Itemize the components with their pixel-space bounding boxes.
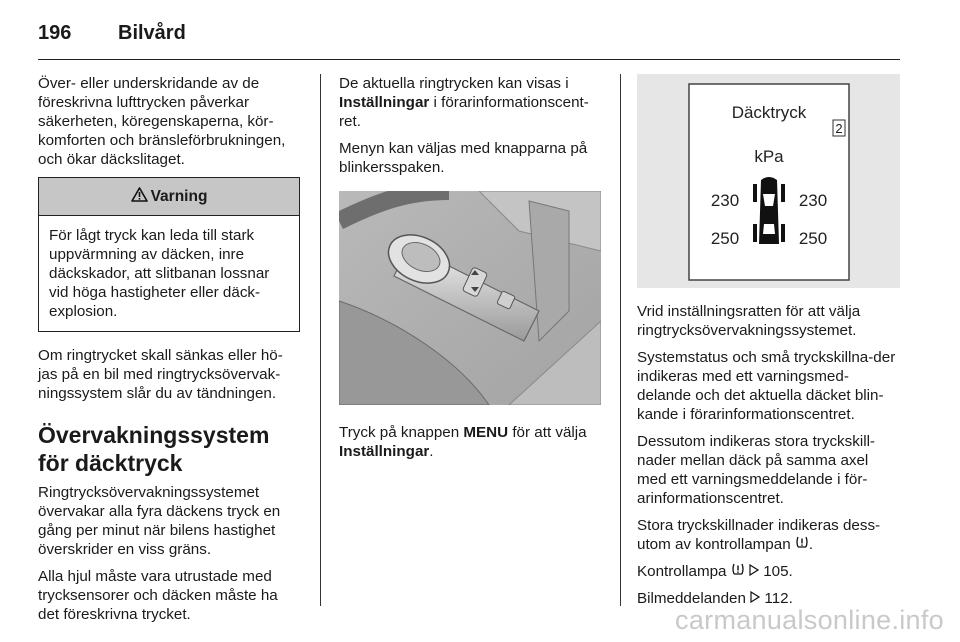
svg-text:2: 2 bbox=[835, 121, 843, 136]
menu-term: MENU bbox=[463, 424, 509, 441]
rear-left-pressure: 250 bbox=[710, 229, 740, 248]
front-right-pressure: 230 bbox=[798, 191, 828, 210]
settings-paragraph: De aktuella ringtrycken kan visas i Inställningar i förarinformationscent-ret. bbox=[339, 75, 589, 130]
column-middle bbox=[339, 74, 601, 469]
page-number: 196 bbox=[38, 22, 72, 44]
messages-reference[interactable]: Bilmeddelanden 112. bbox=[637, 590, 793, 607]
axle-paragraph: Dessutom indikeras stora tryckskill-nader mellan däck på samma axel med ett varningsmeddelande i för-arinformationscentret. bbox=[637, 433, 875, 507]
display-title: Däcktryck bbox=[731, 103, 807, 122]
warning-triangle-icon bbox=[131, 187, 148, 207]
menu-button-paragraph: Tryck på knappen MENU för att välja Inställningar. bbox=[339, 424, 587, 460]
rear-right-pressure: 250 bbox=[798, 229, 828, 248]
menu-paragraph: Menyn kan väljas med knapparna på blinkersspaken. bbox=[339, 140, 588, 176]
tyre-pressure-lamp-icon bbox=[795, 536, 809, 553]
column-divider bbox=[620, 74, 621, 606]
intro-paragraph: Över- eller underskridande av de föreskrivna lufttrycken påverkar säkerheten, köregenskaperna, kör-komforten och bränsleförbrukningen, och ökar däckslitaget. bbox=[38, 75, 286, 168]
warning-header bbox=[39, 178, 299, 216]
messages-reference-page: 112. bbox=[764, 590, 793, 607]
warning-box bbox=[38, 177, 300, 332]
settings-term: Inställningar bbox=[339, 443, 430, 460]
monitoring-paragraph: Ringtrycksövervakningssystemet övervakar alla fyra däckens tryck en gång per minut när bilens hastighet överskrider en viss gräns. bbox=[38, 484, 281, 558]
page-reference-arrow-icon bbox=[749, 563, 759, 580]
section-title: Bilvård bbox=[118, 22, 186, 44]
sensor-paragraph: Alla hjul måste vara utrustade med trycksensorer och däcken måste ha det föreskrivna trycket. bbox=[38, 568, 278, 623]
page-header bbox=[38, 20, 900, 60]
page-indicator bbox=[833, 120, 845, 136]
tyre-pressure-lamp-icon bbox=[731, 563, 745, 580]
column-left bbox=[38, 74, 300, 632]
turn-signal-lever-illustration bbox=[339, 191, 601, 405]
column-right bbox=[637, 74, 900, 616]
status-paragraph: Systemstatus och små tryckskillna-der indikeras med ett varningsmed-delande och det aktuella däcket blin-kande i förarinformationscentret. bbox=[637, 349, 896, 423]
lamp-reference-page: 105. bbox=[763, 563, 793, 580]
ignition-paragraph: Om ringtrycket skall sänkas eller hö-jas på en bil med ringtrycksövervak-ningssystem slår du av tändningen. bbox=[38, 347, 283, 402]
select-paragraph: Vrid inställningsratten för att välja ringtrycksövervakningssystemet. bbox=[637, 303, 861, 339]
settings-term: Inställningar bbox=[339, 94, 430, 111]
lamp-reference[interactable]: Kontrollampa 105. bbox=[637, 563, 793, 580]
lamp-paragraph: Stora tryckskillnader indikeras dess-utom av kontrollampan . bbox=[637, 517, 881, 553]
section-heading: Övervakningssystem för däcktryck bbox=[38, 422, 270, 476]
watermark: carmanualsonline.info bbox=[675, 605, 944, 635]
display-unit: kPa bbox=[754, 147, 784, 166]
warning-text: För lågt tryck kan leda till stark uppvärmning av däcken, inre däckskador, att slitbanan lossnar vid höga hastigheter eller däck-explosion. bbox=[49, 227, 270, 320]
column-divider bbox=[320, 74, 321, 606]
warning-title: Varning bbox=[150, 188, 208, 205]
tyre-pressure-display-illustration bbox=[637, 74, 900, 288]
front-left-pressure: 230 bbox=[710, 191, 740, 210]
